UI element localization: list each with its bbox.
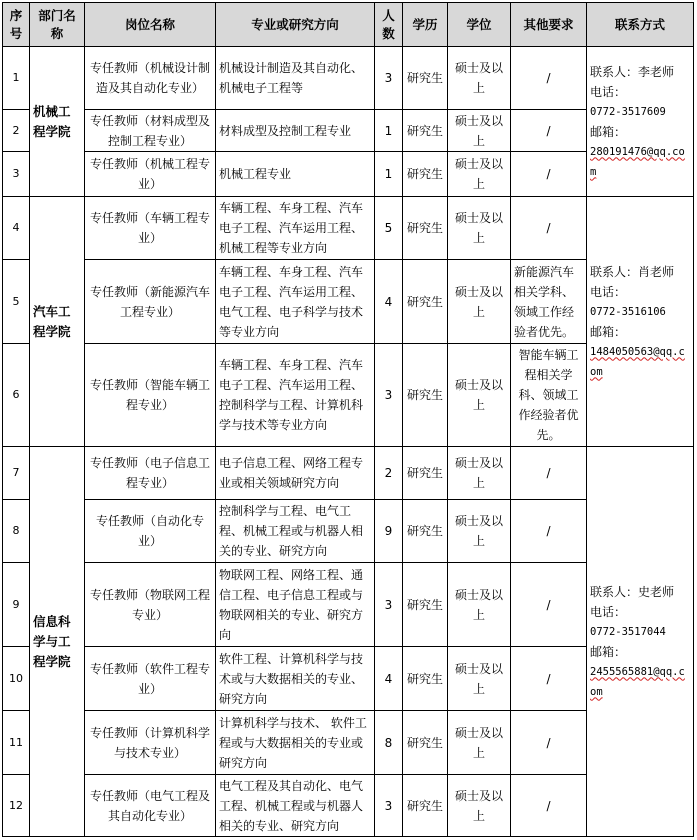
- contact-phone: 0772-3516106: [590, 305, 666, 318]
- post-cell: 专任教师（材料成型及控制工程专业）: [85, 110, 216, 152]
- degree-cell: 硕士及以上: [448, 152, 511, 197]
- contact-email-label: 邮箱：: [590, 124, 627, 139]
- contact-person-label: 联系人：: [590, 584, 639, 599]
- department-cell: 汽车工程学院: [30, 197, 85, 447]
- other-requirement-cell: /: [511, 447, 587, 500]
- post-cell: 专任教师（物联网工程专业）: [85, 563, 216, 647]
- header-cell-department: 部门名称: [30, 3, 85, 47]
- contact-phone: 0772-3517609: [590, 105, 666, 118]
- row-number: 12: [3, 775, 30, 837]
- degree-cell: 硕士及以上: [448, 647, 511, 711]
- post-cell: 专任教师（电气工程及其自动化专业）: [85, 775, 216, 837]
- degree-cell: 硕士及以上: [448, 711, 511, 775]
- recruitment-table: [2, 2, 694, 837]
- row-number: 2: [3, 110, 30, 152]
- row-number: 7: [3, 447, 30, 500]
- degree-cell: 硕士及以上: [448, 197, 511, 260]
- contact-email[interactable]: 2455565881@qq.com: [590, 665, 685, 698]
- count-cell: 5: [375, 197, 403, 260]
- post-cell: 专任教师（电子信息工程专业）: [85, 447, 216, 500]
- contact-person: 史老师: [638, 584, 675, 599]
- count-cell: 3: [375, 563, 403, 647]
- row-number: 4: [3, 197, 30, 260]
- header-cell-count: 人数: [375, 3, 403, 47]
- education-cell: 研究生: [403, 197, 448, 260]
- degree-cell: 硕士及以上: [448, 563, 511, 647]
- contact-phone-label: 电话：: [590, 604, 627, 619]
- other-requirement-cell: /: [511, 47, 587, 110]
- post-cell: 专任教师（机械设计制造及其自动化专业）: [85, 47, 216, 110]
- degree-cell: 硕士及以上: [448, 500, 511, 563]
- table-row: [3, 47, 694, 110]
- major-cell: 物联网工程、网络工程、通信工程、电子信息工程或与物联网相关的专业、研究方向: [216, 563, 375, 647]
- major-cell: 机械设计制造及其自动化、机械电子工程等: [216, 47, 375, 110]
- education-cell: 研究生: [403, 447, 448, 500]
- header-cell-contact: 联系方式: [587, 3, 694, 47]
- header-cell-other: 其他要求: [511, 3, 587, 47]
- degree-cell: 硕士及以上: [448, 775, 511, 837]
- education-cell: 研究生: [403, 260, 448, 344]
- contact-cell: [587, 447, 694, 837]
- contact-phone-label: 电话：: [590, 284, 627, 299]
- row-number: 9: [3, 563, 30, 647]
- other-requirement-cell: /: [511, 647, 587, 711]
- other-requirement-cell: /: [511, 500, 587, 563]
- header-cell-education: 学历: [403, 3, 448, 47]
- major-cell: 车辆工程、车身工程、汽车电子工程、汽车运用工程、电气工程、电子科学与技术等专业方向: [216, 260, 375, 344]
- major-cell: 车辆工程、车身工程、汽车电子工程、汽车运用工程、控制科学与工程、计算机科学与技术等专业方向: [216, 344, 375, 447]
- count-cell: 9: [375, 500, 403, 563]
- major-cell: 材料成型及控制工程专业: [216, 110, 375, 152]
- row-number: 6: [3, 344, 30, 447]
- contact-person-label: 联系人：: [590, 264, 639, 279]
- contact-cell: [587, 47, 694, 197]
- major-cell: 软件工程、计算机科学与技术或与大数据相关的专业、研究方向: [216, 647, 375, 711]
- header-cell-post: 岗位名称: [85, 3, 216, 47]
- post-cell: 专任教师（新能源汽车工程专业）: [85, 260, 216, 344]
- major-cell: 计算机科学与技术、 软件工程或与大数据相关的专业或研究方向: [216, 711, 375, 775]
- count-cell: 3: [375, 47, 403, 110]
- education-cell: 研究生: [403, 711, 448, 775]
- row-number: 10: [3, 647, 30, 711]
- other-requirement-cell: /: [511, 711, 587, 775]
- count-cell: 1: [375, 110, 403, 152]
- department-cell: 机械工程学院: [30, 47, 85, 197]
- table-row: [3, 197, 694, 260]
- contact-email-label: 邮箱：: [590, 644, 627, 659]
- count-cell: 4: [375, 260, 403, 344]
- other-requirement-cell: /: [511, 152, 587, 197]
- count-cell: 4: [375, 647, 403, 711]
- education-cell: 研究生: [403, 647, 448, 711]
- header-cell-no: 序号: [3, 3, 30, 47]
- other-requirement-cell: /: [511, 563, 587, 647]
- contact-email[interactable]: 1484050563@qq.com: [590, 345, 685, 378]
- contact-email-label: 邮箱：: [590, 324, 627, 339]
- degree-cell: 硕士及以上: [448, 344, 511, 447]
- major-cell: 控制科学与工程、电气工程、机械工程或与机器人相关的专业、研究方向: [216, 500, 375, 563]
- degree-cell: 硕士及以上: [448, 447, 511, 500]
- post-cell: 专任教师（机械工程专业）: [85, 152, 216, 197]
- row-number: 5: [3, 260, 30, 344]
- table-body: [3, 47, 694, 837]
- row-number: 11: [3, 711, 30, 775]
- major-cell: 电子信息工程、网络工程专业或相关领域研究方向: [216, 447, 375, 500]
- degree-cell: 硕士及以上: [448, 260, 511, 344]
- contact-phone-label: 电话：: [590, 84, 627, 99]
- count-cell: 2: [375, 447, 403, 500]
- table-row: [3, 447, 694, 500]
- post-cell: 专任教师（自动化专业）: [85, 500, 216, 563]
- post-cell: 专任教师（计算机科学与技术专业）: [85, 711, 216, 775]
- contact-email[interactable]: 280191476@qq.com: [590, 145, 685, 178]
- major-cell: 电气工程及其自动化、电气工程、机械工程或与机器人相关的专业、研究方向: [216, 775, 375, 837]
- post-cell: 专任教师（车辆工程专业）: [85, 197, 216, 260]
- table-header: [3, 3, 694, 47]
- other-requirement-cell: 智能车辆工程相关学科、领域工作经验者优先。: [511, 344, 587, 447]
- contact-person-label: 联系人：: [590, 64, 639, 79]
- department-cell: 信息科学与工程学院: [30, 447, 85, 837]
- education-cell: 研究生: [403, 344, 448, 447]
- post-cell: 专任教师（软件工程专业）: [85, 647, 216, 711]
- count-cell: 1: [375, 152, 403, 197]
- row-number: 8: [3, 500, 30, 563]
- contact-person: 肖老师: [638, 264, 675, 279]
- other-requirement-cell: /: [511, 197, 587, 260]
- header-cell-degree: 学位: [448, 3, 511, 47]
- degree-cell: 硕士及以上: [448, 110, 511, 152]
- count-cell: 8: [375, 711, 403, 775]
- education-cell: 研究生: [403, 500, 448, 563]
- education-cell: 研究生: [403, 152, 448, 197]
- major-cell: 车辆工程、车身工程、汽车电子工程、汽车运用工程、机械工程等专业方向: [216, 197, 375, 260]
- contact-person: 李老师: [638, 64, 675, 79]
- education-cell: 研究生: [403, 47, 448, 110]
- header-cell-major: 专业或研究方向: [216, 3, 375, 47]
- count-cell: 3: [375, 344, 403, 447]
- other-requirement-cell: 新能源汽车相关学科、领域工作经验者优先。: [511, 260, 587, 344]
- major-cell: 机械工程专业: [216, 152, 375, 197]
- row-number: 3: [3, 152, 30, 197]
- degree-cell: 硕士及以上: [448, 47, 511, 110]
- post-cell: 专任教师（智能车辆工程专业）: [85, 344, 216, 447]
- other-requirement-cell: /: [511, 775, 587, 837]
- education-cell: 研究生: [403, 110, 448, 152]
- education-cell: 研究生: [403, 563, 448, 647]
- contact-phone: 0772-3517044: [590, 625, 666, 638]
- other-requirement-cell: /: [511, 110, 587, 152]
- contact-cell: [587, 197, 694, 447]
- count-cell: 3: [375, 775, 403, 837]
- education-cell: 研究生: [403, 775, 448, 837]
- row-number: 1: [3, 47, 30, 110]
